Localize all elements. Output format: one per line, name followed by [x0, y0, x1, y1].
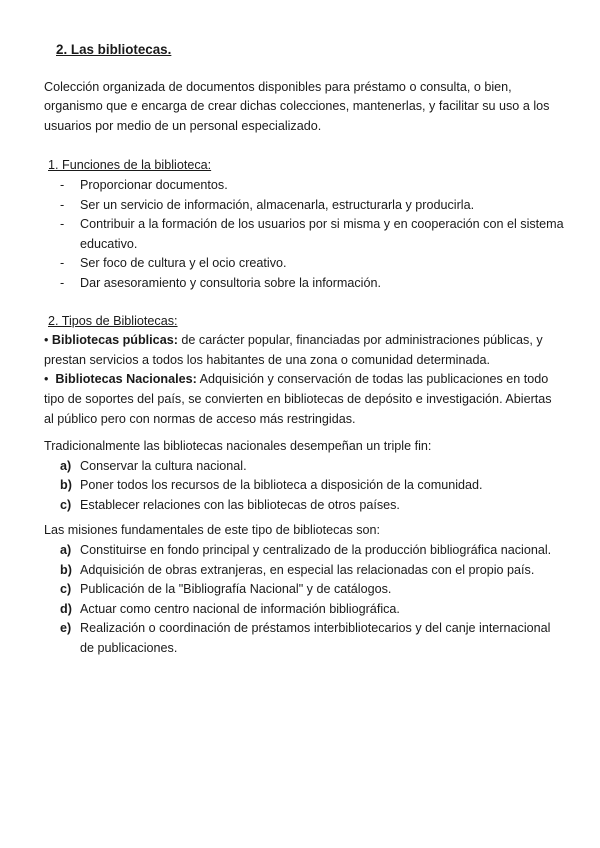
list-item — [44, 457, 564, 477]
bullet-marker: • — [44, 372, 49, 387]
list-item-text: Realización o coordinación de préstamos interbibliotecarios y del canje internacional de publicaciones. — [80, 621, 551, 656]
list-item — [44, 619, 564, 658]
misiones-intro: Las misiones fundamentales de este tipo de bibliotecas son: — [44, 523, 381, 538]
list-item — [44, 254, 564, 274]
tipos-section — [44, 312, 564, 430]
list-marker: b) — [60, 562, 72, 577]
list-item — [44, 476, 564, 496]
list-item — [44, 496, 564, 516]
publicas-text: de carácter popular, financiadas por administraciones públicas, y prestan servicios a todos los habitantes de una zona o comunidad determinada. — [44, 333, 543, 367]
list-item — [44, 196, 564, 216]
list-item-text: Dar asesoramiento y consultoria sobre la información. — [80, 275, 381, 290]
triple-fin-section — [44, 437, 564, 515]
list-item-text: Constituirse en fondo principal y centralizado de la producción bibliográfica nacional. — [80, 543, 552, 558]
list-item-text: Actuar como centro nacional de información bibliográfica. — [80, 601, 400, 616]
triple-fin-list — [44, 457, 564, 516]
list-marker: a) — [60, 458, 72, 473]
list-marker: b) — [60, 478, 72, 493]
publicas-label: Bibliotecas públicas: — [51, 333, 178, 348]
list-marker: e) — [60, 621, 72, 636]
nacionales-label: Bibliotecas Nacionales: — [55, 372, 197, 387]
bullet-marker: • — [44, 333, 49, 348]
list-item-text: Publicación de la "Bibliografía Nacional" y de catálogos. — [80, 582, 392, 597]
list-item — [44, 274, 564, 294]
list-marker: d) — [60, 601, 72, 616]
list-item-text: Contribuir a la formación de los usuarios por si misma y en cooperación con el sistema educativo. — [80, 217, 564, 251]
dash-marker: - — [60, 217, 65, 232]
list-item — [44, 580, 564, 600]
intro-paragraph: Colección organizada de documentos disponibles para préstamo o consulta, o bien, organismo que e encarga de crear dichas colecciones, mantenerlas, y facilitar su uso a los usuarios por medio de un personal especializado. — [44, 79, 550, 133]
list-item-text: Establecer relaciones con las bibliotecas de otros países. — [80, 497, 400, 512]
list-item-text: Ser foco de cultura y el ocio creativo. — [80, 256, 287, 271]
list-marker: c) — [60, 497, 72, 512]
bibliotecas-publicas-paragraph — [44, 331, 564, 370]
list-marker: a) — [60, 543, 72, 558]
list-marker: c) — [60, 582, 72, 597]
nacionales-text: Adquisición y conservación de todas las publicaciones en todo tipo de soportes del país, se convierten en bibliotecas de depósito e investigación. Abiertas al público pero con normas de acceso más restringidas. — [44, 372, 552, 426]
dash-marker: - — [60, 275, 65, 290]
list-item-text: Poner todos los recursos de la biblioteca a disposición de la comunidad. — [80, 478, 483, 493]
bibliotecas-nacionales-paragraph — [44, 370, 564, 429]
funciones-section — [44, 156, 564, 293]
dash-marker: - — [60, 256, 65, 271]
list-item — [44, 176, 564, 196]
misiones-section — [44, 521, 564, 658]
list-item — [44, 561, 564, 581]
list-item — [44, 541, 564, 561]
dash-marker: - — [60, 197, 65, 212]
list-item-text: Ser un servicio de información, almacenarla, estructurarla y producirla. — [80, 197, 475, 212]
list-item-text: Adquisición de obras extranjeras, en especial las relacionadas con el propio país. — [80, 562, 535, 577]
dash-marker: - — [60, 177, 65, 192]
list-item-text: Proporcionar documentos. — [80, 177, 228, 192]
funciones-list — [44, 176, 564, 294]
funciones-heading: 1. Funciones de la biblioteca: — [48, 158, 212, 173]
misiones-list — [44, 541, 564, 659]
list-item — [44, 215, 564, 254]
list-item-text: Conservar la cultura nacional. — [80, 458, 247, 473]
tipos-heading: 2. Tipos de Bibliotecas: — [48, 313, 178, 328]
page-title: 2. Las bibliotecas. — [56, 42, 172, 57]
document-page — [44, 40, 564, 659]
triple-fin-intro: Tradicionalmente las bibliotecas nacionales desempeñan un triple fin: — [44, 439, 432, 454]
list-item — [44, 600, 564, 620]
